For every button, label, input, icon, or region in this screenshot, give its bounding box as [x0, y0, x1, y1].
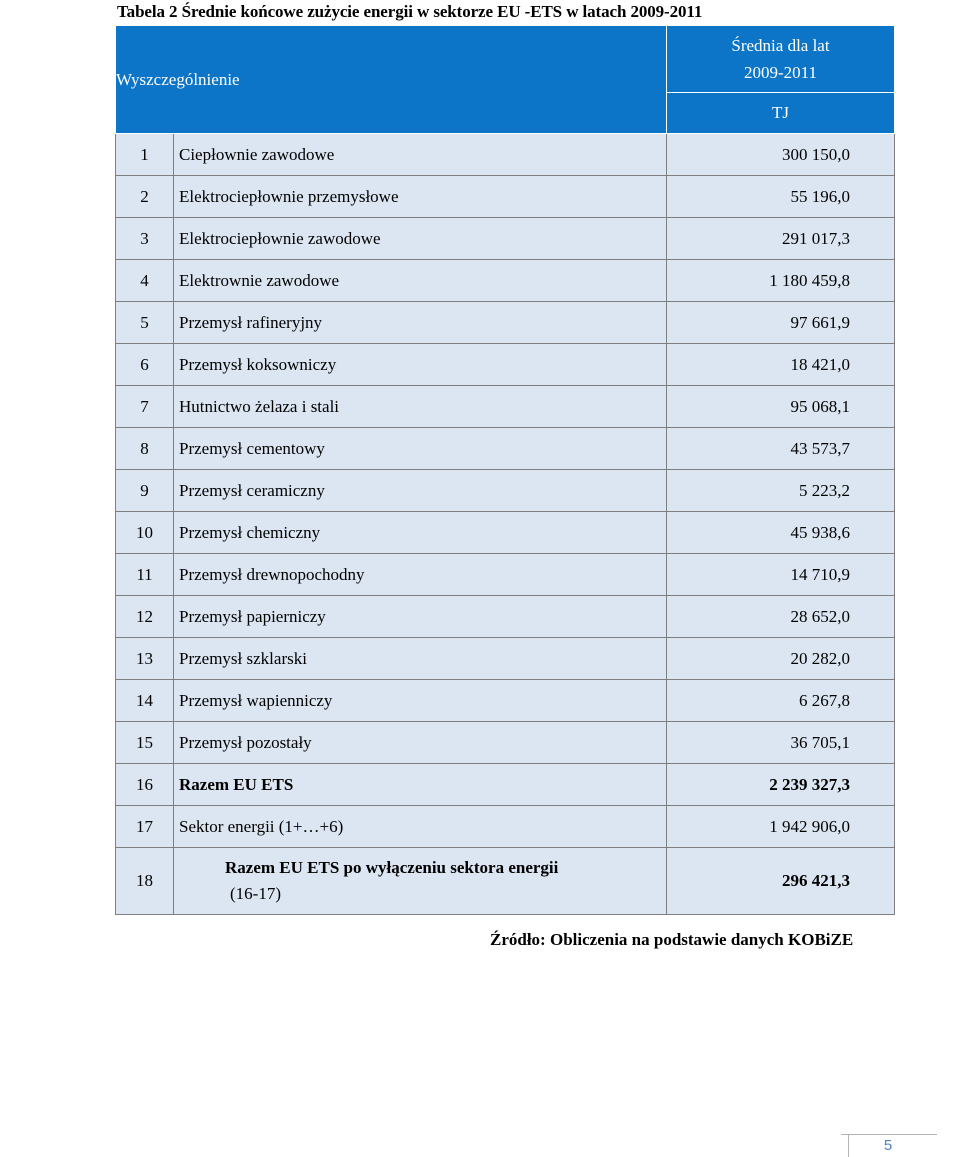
table-row [116, 386, 895, 428]
table-row [116, 512, 895, 554]
row-label: Sektor energii (1+…+6) [174, 806, 667, 848]
table-row [116, 680, 895, 722]
table-row [116, 596, 895, 638]
row-value: 1 180 459,8 [667, 260, 895, 302]
row-number: 4 [116, 260, 174, 302]
row-number: 2 [116, 176, 174, 218]
header-name-col: Wyszczególnienie [116, 26, 667, 134]
row-number: 11 [116, 554, 174, 596]
source-note: Źródło: Obliczenia na podstawie danych KOBiZE [490, 930, 854, 949]
row-label: Ciepłownie zawodowe [174, 134, 667, 176]
table-row [116, 428, 895, 470]
row-value: 18 421,0 [667, 344, 895, 386]
row-label: Przemysł papierniczy [174, 596, 667, 638]
row-label: Przemysł rafineryjny [174, 302, 667, 344]
row-number: 13 [116, 638, 174, 680]
table-row [116, 470, 895, 512]
row-number: 18 [116, 848, 174, 915]
row-value: 300 150,0 [667, 134, 895, 176]
row-label: Przemysł szklarski [174, 638, 667, 680]
row-value: 97 661,9 [667, 302, 895, 344]
row-label: Przemysł wapienniczy [174, 680, 667, 722]
table-row-total-excl-energy [116, 848, 895, 915]
row-value: 296 421,3 [667, 848, 895, 915]
row-label: Razem EU ETS [174, 764, 667, 806]
row-number: 5 [116, 302, 174, 344]
header-avg-line2: 2009-2011 [743, 63, 818, 82]
table-title: Tabela 2 Średnie końcowe zużycie energii w sektorze EU -ETS w latach 2009-2011 [117, 2, 703, 21]
row-label: Przemysł drewnopochodny [174, 554, 667, 596]
row-number: 12 [116, 596, 174, 638]
row-label-main: Razem EU ETS po wyłączeniu sektora energii [225, 858, 559, 877]
table-row [116, 806, 895, 848]
row-value: 291 017,3 [667, 218, 895, 260]
row-value: 2 239 327,3 [667, 764, 895, 806]
row-label: Hutnictwo żelaza i stali [174, 386, 667, 428]
table-row [116, 176, 895, 218]
row-value: 1 942 906,0 [667, 806, 895, 848]
table-row [116, 554, 895, 596]
table-row [116, 302, 895, 344]
row-label-sub: (16-17) [230, 884, 281, 903]
table-row [116, 344, 895, 386]
row-number: 3 [116, 218, 174, 260]
row-label: Przemysł cementowy [174, 428, 667, 470]
table-row [116, 218, 895, 260]
row-label [174, 848, 667, 915]
row-number: 10 [116, 512, 174, 554]
row-label: Przemysł chemiczny [174, 512, 667, 554]
row-number: 8 [116, 428, 174, 470]
row-value: 6 267,8 [667, 680, 895, 722]
header-unit: TJ [667, 93, 895, 134]
row-label: Przemysł koksowniczy [174, 344, 667, 386]
table-row [116, 764, 895, 806]
table-row [116, 722, 895, 764]
row-number: 1 [116, 134, 174, 176]
row-value: 45 938,6 [667, 512, 895, 554]
row-value: 95 068,1 [667, 386, 895, 428]
row-label: Przemysł ceramiczny [174, 470, 667, 512]
table-row [116, 638, 895, 680]
row-number: 14 [116, 680, 174, 722]
row-value: 55 196,0 [667, 176, 895, 218]
row-number: 7 [116, 386, 174, 428]
row-value: 20 282,0 [667, 638, 895, 680]
row-value: 36 705,1 [667, 722, 895, 764]
table-row [116, 260, 895, 302]
header-avg-line1: Średnia dla lat [731, 36, 830, 55]
table-body [116, 134, 895, 915]
row-value: 14 710,9 [667, 554, 895, 596]
row-number: 17 [116, 806, 174, 848]
row-value: 5 223,2 [667, 470, 895, 512]
row-number: 6 [116, 344, 174, 386]
row-label: Elektrociepłownie przemysłowe [174, 176, 667, 218]
row-value: 28 652,0 [667, 596, 895, 638]
header-avg-col [667, 26, 895, 93]
row-number: 16 [116, 764, 174, 806]
row-value: 43 573,7 [667, 428, 895, 470]
row-label: Przemysł pozostały [174, 722, 667, 764]
page-number: 5 [848, 1134, 927, 1157]
row-number: 15 [116, 722, 174, 764]
energy-table [115, 25, 895, 915]
row-label: Elektrownie zawodowe [174, 260, 667, 302]
row-label: Elektrociepłownie zawodowe [174, 218, 667, 260]
header-row [116, 26, 895, 93]
row-number: 9 [116, 470, 174, 512]
table-row [116, 134, 895, 176]
